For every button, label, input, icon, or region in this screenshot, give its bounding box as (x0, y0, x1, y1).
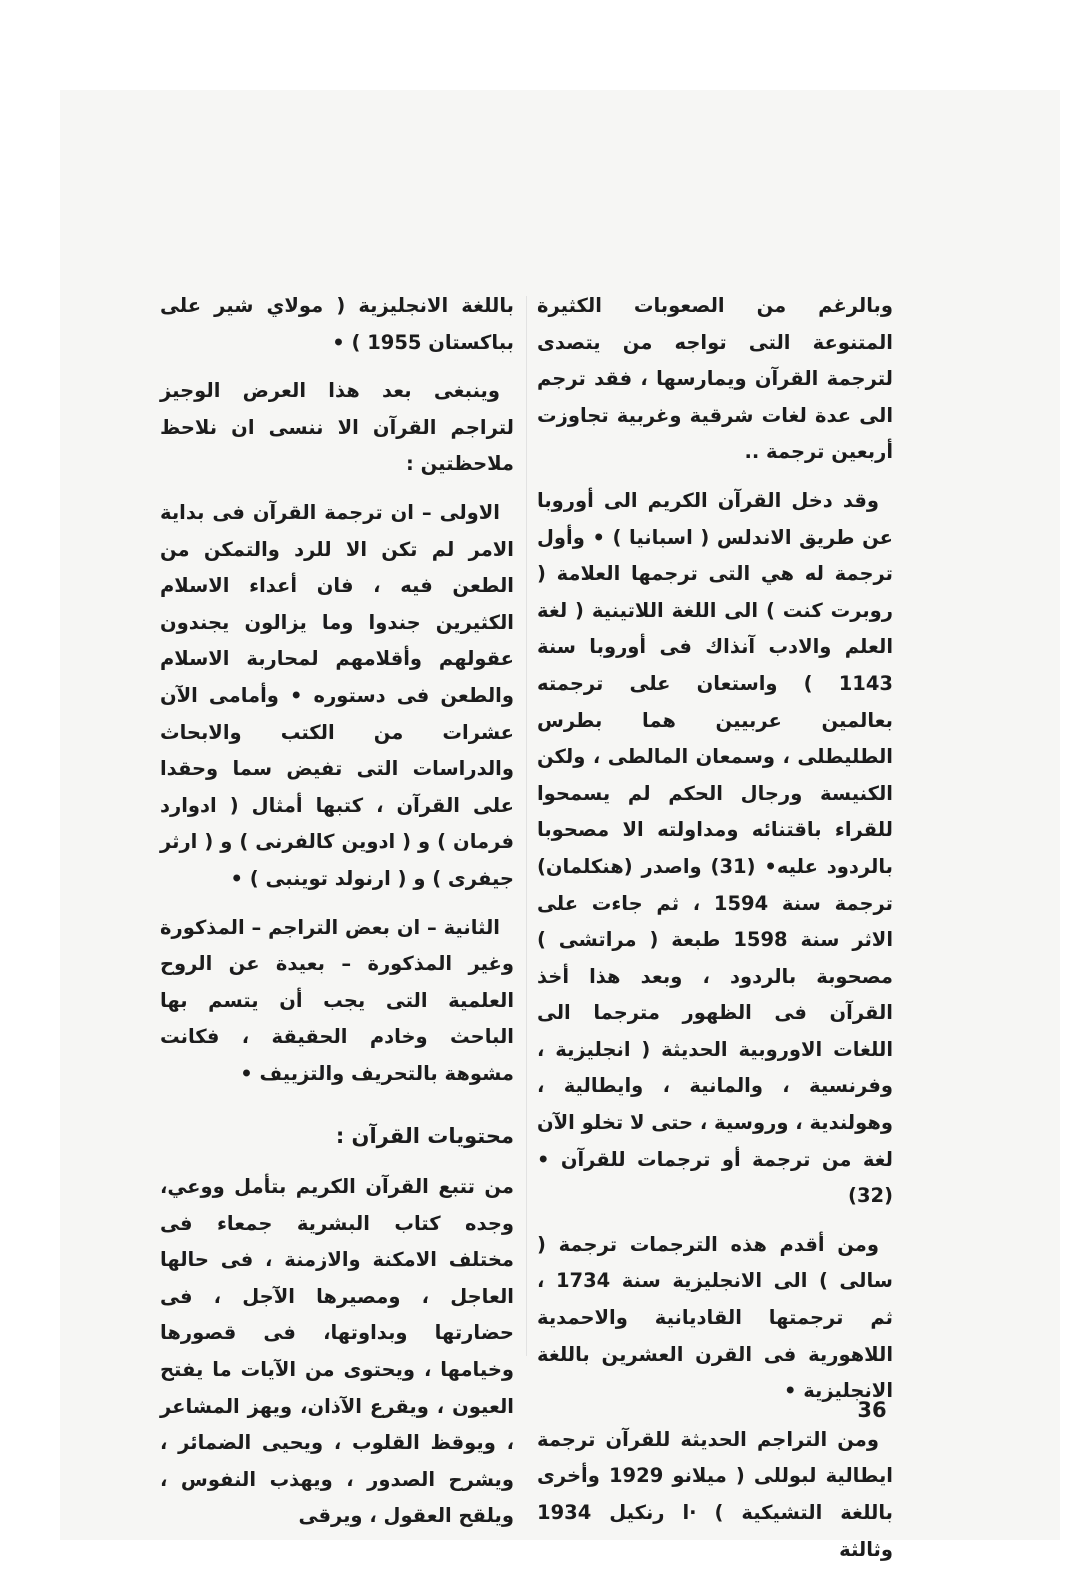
right-text-column (537, 288, 893, 1580)
section-paragraph: من تتبع القرآن الكريم بتأمل ووعي، وجده كتاب البشرية جمعاء فى مختلف الامكنة والازمنة ، فى حالها العاجل ، ومصيرها الآجل ، فى حضارتها وبداوتها، فى قصورها وخيامها ، ويحتوى من الآيات ما يفتح العيون ، ويقرع الآذان، ويهز المشاعر ، ويوقظ القلوب ، ويحيى الضمائر ، ويشرح الصدور ، ويهذب النفوس ، ويلقح العقول ، ويرقى (160, 1175, 514, 1528)
left-text-column (160, 288, 514, 1547)
left-paragraph-1: باللغة الانجليزية ( مولاي شير على بباكستان 1955 ) • (160, 294, 514, 354)
right-paragraph-4: ومن التراجم الحديثة للقرآن ترجمة ايطالية لبوللى ( ميلانو 1929 وأخرى باللغة التشيكية ) ·ا رنكيل 1934 وثالثة (537, 1427, 893, 1561)
right-paragraph-1: وبالرغم من الصعوبات الكثيرة المتنوعة التى تواجه من يتصدى لترجمة القرآن ويمارسها ، فقد ترجم الى عدة لغات شرقية وغربية تجاوزت أربعين ترجمة .. (537, 294, 893, 464)
left-paragraph-2: وينبغى بعد هذا العرض الوجيز لتراجم القرآن الا ننسى ان نلاحظ ملاحظتين : (160, 379, 514, 476)
page-number: 36 (857, 1398, 887, 1422)
section-heading: محتويات القرآن : (335, 1124, 514, 1149)
column-divider (526, 296, 527, 1356)
right-paragraph-2: وقد دخل القرآن الكريم الى أوروبا عن طريق الاندلس ( اسبانيا ) • وأول ترجمة له هي التى ترجمها العلامة ( روبرت كنت ) الى اللغة اللاتينية ( لغة العلم والادب آنذاك فى أوروبا سنة 1143 ) واستعان على ترجمته بعالمين عربيين هما بطرس الطليطلى ، وسمعان المالطى ، ولكن الكنيسة ورجال الحكم لم يسمحوا للقراء باقتنائه ومداولته الا مصحوبا بالردود عليه• (31) واصدر (هنكلمان) ترجمة سنة 1594 ، ثم جاءت على الاثر سنة 1598 طبعة ( مراتشى ) مصحوبة بالردود ، وبعد هذا أخذ القرآن فى الظهور مترجما الى اللغات الاوروبية الحديثة ( انجليزية ، وفرنسية ، والمانية ، وايطالية ، وهولندية ، وروسية ، حتى لا تخلو الآن لغة من ترجمة أو ترجمات للقرآن • (32) (537, 488, 894, 1208)
left-paragraph-3: الاولى – ان ترجمة القرآن فى بداية الامر لم تكن الا للرد والتمكن من الطعن فيه ، فان أعداء الاسلام الكثيرين جندوا وما يزالون يجندون عقولهم وأقلامهم لمحاربة الاسلام والطعن فى دستوره • وأمامى الآن عشرات من الكتب والابحاث والدراسات التى تفيض سما وحقدا على القرآن ، كتبها أمثال ( ادوارد فرمان ) و ( ادوين كالفرنى ) و ( ارثر جيفرى ) و ( ارنولد توينبى ) • (160, 500, 514, 890)
right-paragraph-3: ومن أقدم هذه الترجمات ترجمة ( سالى ) الى الانجليزية سنة 1734 ، ثم ترجمتها القاديانية والاحمدية اللاهورية فى القرن العشرين باللغة الانجليزية • (537, 1232, 893, 1403)
left-paragraph-4: الثانية – ان بعض التراجم – المذكورة وغير المذكورة – بعيدة عن الروح العلمية التى يجب أن يتسم بها الباحث وخادم الحقيقة ، فكانت مشوهة بالتحريف والتزييف • (160, 915, 514, 1085)
